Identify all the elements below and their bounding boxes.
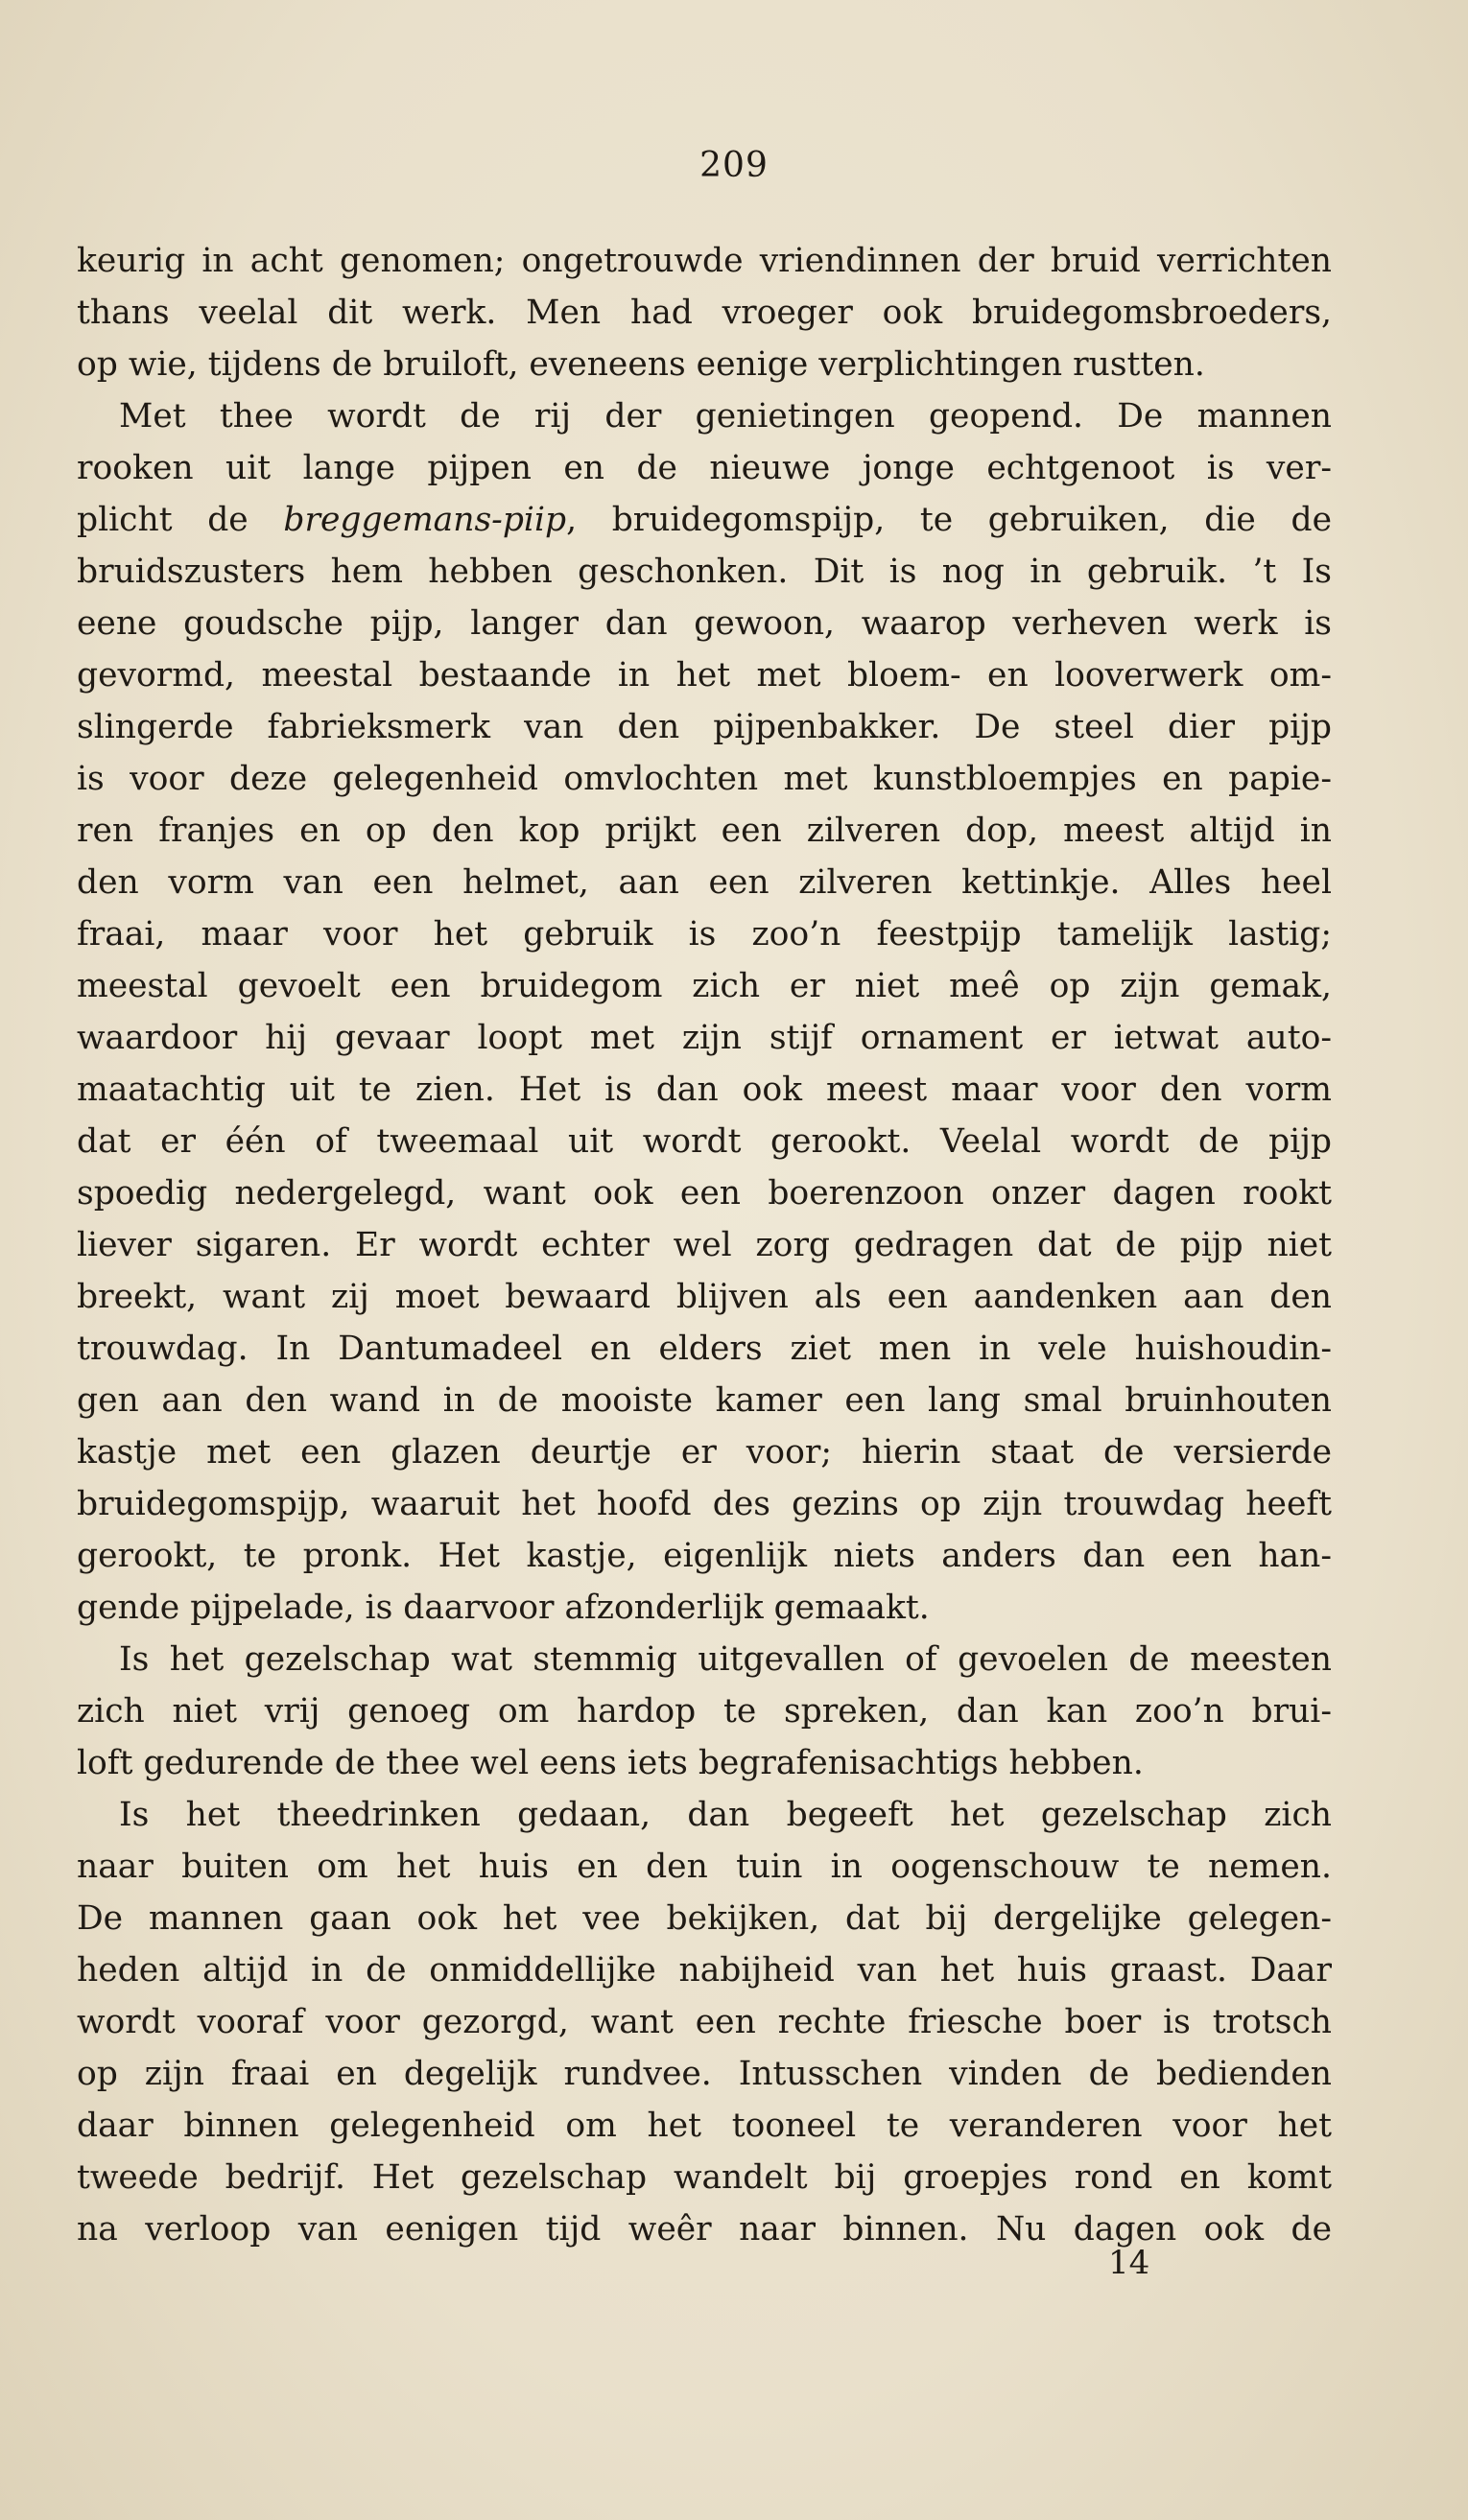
text-line: den vorm van een helmet, aan een zilveren kettinkje. Alles heel xyxy=(77,863,1332,902)
italic-term: breggemans-piip xyxy=(283,501,567,539)
text-line: gende pijpelade, is daarvoor afzonderlijk gemaakt. xyxy=(77,1589,930,1627)
text-line: na verloop van eenigen tijd weêr naar binnen. Nu dagen ook de xyxy=(77,2210,1332,2249)
text-line: ren franjes en op den kop prijkt een zilveren dop, meest altijd in xyxy=(77,812,1332,850)
text-line: bruidegomspijp, waaruit het hoofd des gezins op zijn trouwdag heeft xyxy=(77,1485,1332,1523)
text-line: Is het gezelschap wat stemmig uitgevallen of gevoelen de meesten xyxy=(119,1640,1332,1679)
text-line: thans veelal dit werk. Men had vroeger ook bruidegomsbroeders, xyxy=(77,294,1332,332)
text-line: heden altijd in de onmiddellijke nabijheid van het huis graast. Daar xyxy=(77,1951,1332,1990)
text-line: gerookt, te pronk. Het kastje, eigenlijk niets anders dan een han- xyxy=(77,1537,1332,1575)
text-line: naar buiten om het huis en den tuin in oogenschouw te nemen. xyxy=(77,1848,1332,1886)
text-line: meestal gevoelt een bruidegom zich er niet meê op zijn gemak, xyxy=(77,967,1332,1005)
text-line: maatachtig uit te zien. Het is dan ook meest maar voor den vorm xyxy=(77,1071,1332,1109)
text-line: liever sigaren. Er wordt echter wel zorg gedragen dat de pijp niet xyxy=(77,1226,1332,1264)
text-line: daar binnen gelegenheid om het tooneel te veranderen voor het xyxy=(77,2107,1332,2145)
text-line: breekt, want zij moet bewaard blijven als een aandenken aan den xyxy=(77,1278,1332,1316)
text-line: bruidszusters hem hebben geschonken. Dit is nog in gebruik. ’t Is xyxy=(77,553,1332,591)
text-line: is voor deze gelegenheid omvlochten met kunstbloempjes en papie- xyxy=(77,760,1332,798)
text-line: Is het theedrinken gedaan, dan begeeft het gezelschap zich xyxy=(119,1796,1332,1834)
signature-mark: 14 xyxy=(1108,2244,1150,2282)
page-number: 209 xyxy=(699,146,769,185)
text-line: op zijn fraai en degelijk rundvee. Intusschen vinden de bedienden xyxy=(77,2055,1332,2093)
text-line: fraai, maar voor het gebruik is zoo’n feestpijp tamelijk lastig; xyxy=(77,915,1332,954)
text-line: tweede bedrijf. Het gezelschap wandelt bij groepjes rond en komt xyxy=(77,2158,1332,2197)
text-line: kastje met een glazen deurtje er voor; hierin staat de versierde xyxy=(77,1433,1332,1472)
text-line: op wie, tijdens de bruiloft, eveneens eenige verplichtingen rustten. xyxy=(77,345,1205,384)
text-line: waardoor hij gevaar loopt met zijn stijf ornament er ietwat auto- xyxy=(77,1019,1332,1057)
text-line: trouwdag. In Dantumadeel en elders ziet men in vele huishoudin- xyxy=(77,1330,1332,1368)
text-line: loft gedurende de thee wel eens iets begrafenisachtigs hebben. xyxy=(77,1744,1144,1782)
text-line: spoedig nedergelegd, want ook een boerenzoon onzer dagen rookt xyxy=(77,1174,1332,1213)
text-line: wordt vooraf voor gezorgd, want een rechte friesche boer is trotsch xyxy=(77,2003,1332,2041)
text-line xyxy=(77,494,1332,546)
text-line: keurig in acht genomen; ongetrouwde vriendinnen der bruid verrichten xyxy=(77,242,1332,280)
text-line: dat er één of tweemaal uit wordt gerookt. Veelal wordt de pijp xyxy=(77,1122,1332,1161)
text-line: gen aan den wand in de mooiste kamer een lang smal bruinhouten xyxy=(77,1381,1332,1420)
text-segment: plicht de xyxy=(77,501,284,539)
text-line: slingerde fabrieksmerk van den pijpenbakker. De steel dier pijp xyxy=(77,708,1332,746)
text-segment: , bruidegomspijp, te gebruiken, die de xyxy=(566,501,1332,539)
text-line: rooken uit lange pijpen en de nieuwe jonge echtgenoot is ver- xyxy=(77,449,1332,487)
text-line: De mannen gaan ook het vee bekijken, dat bij dergelijke gelegen- xyxy=(77,1899,1332,1938)
text-line: Met thee wordt de rij der genietingen geopend. De mannen xyxy=(119,397,1332,436)
text-line: gevormd, meestal bestaande in het met bloem- en looverwerk om- xyxy=(77,656,1332,695)
text-line: zich niet vrij genoeg om hardop te spreken, dan kan zoo’n brui- xyxy=(77,1692,1332,1731)
body-text xyxy=(77,235,1332,2255)
text-line: eene goudsche pijp, langer dan gewoon, waarop verheven werk is xyxy=(77,604,1332,643)
